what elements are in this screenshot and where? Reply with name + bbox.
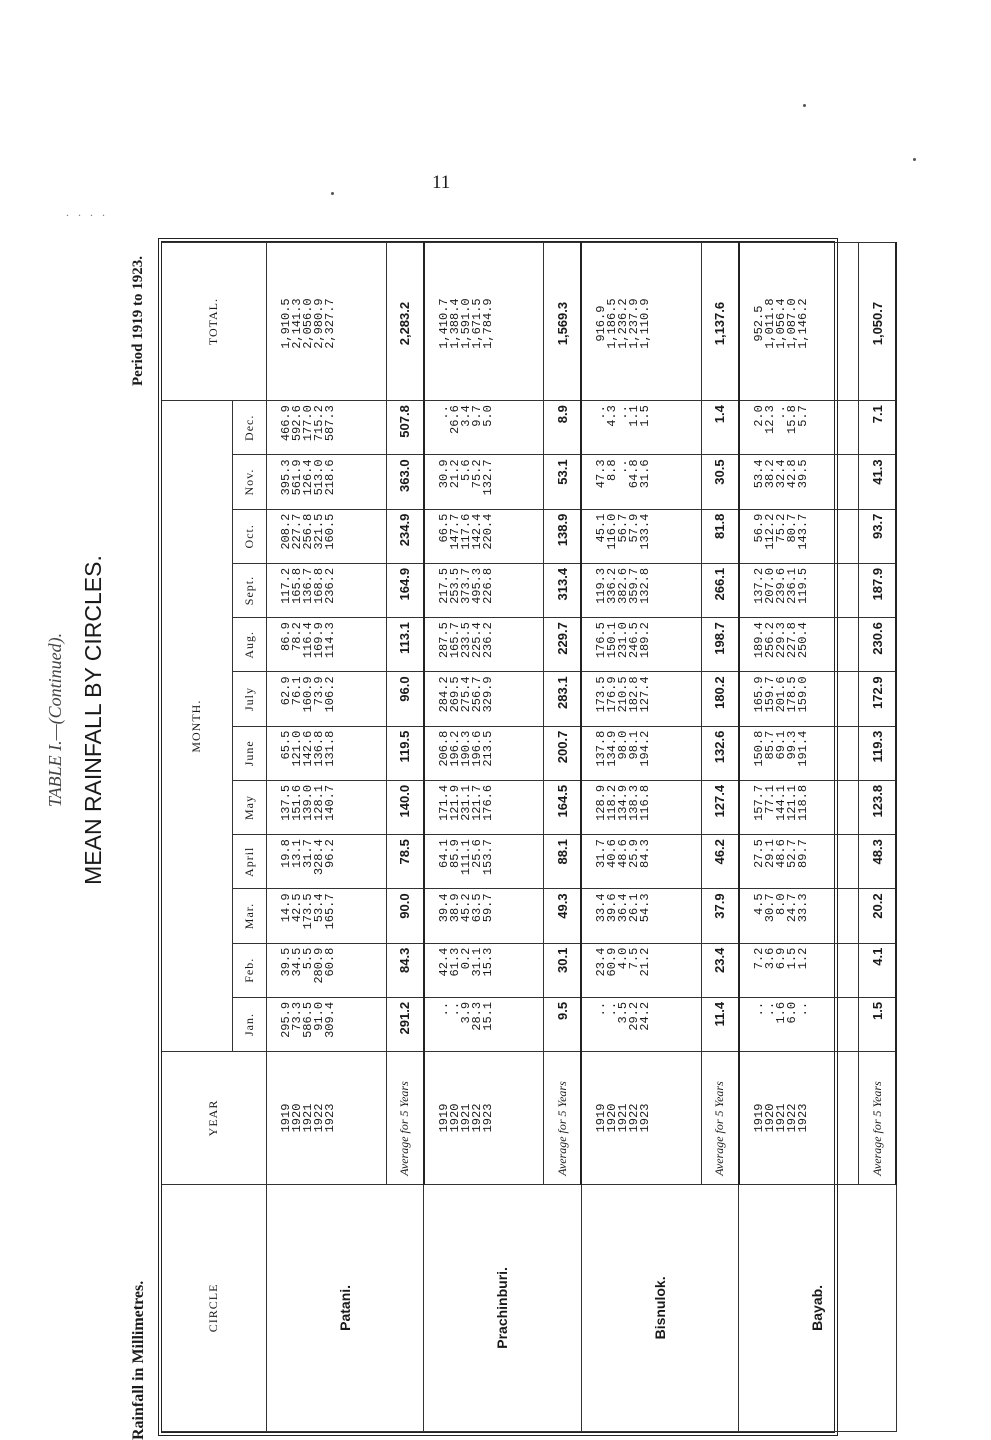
month-values: 284.2 269.5 275.4 256.7 329.9	[424, 672, 544, 726]
month-values: 137.8 134.9 98.0 98.1 194.2	[581, 726, 701, 780]
average-value: 23.4	[701, 943, 739, 997]
month-values: 206.8 196.2 190.3 196.6 213.5	[424, 726, 544, 780]
average-value: 138.9	[544, 509, 582, 563]
average-value: 164.9	[386, 563, 424, 617]
average-value: 313.4	[544, 563, 582, 617]
month-col-header: Aug.	[232, 618, 266, 672]
month-values: 27.5 29.1 48.6 52.7 89.7	[739, 835, 859, 889]
total-values: 1,410.7 1,388.4 1,591.0 1,671.5 1,784.9	[424, 243, 544, 401]
average-value: 234.9	[386, 509, 424, 563]
month-values: 19.8 13.1 31.7 328.4 96.2	[266, 835, 386, 889]
average-label: Average for 5 Years	[386, 1052, 424, 1185]
average-value: 90.0	[386, 889, 424, 943]
month-values: 287.5 165.7 233.5 225.4 236.2	[424, 618, 544, 672]
month-values: 165.9 159.7 201.6 178.5 159.0	[739, 672, 859, 726]
year-list: 1919 1920 1921 1922 1923	[739, 1052, 859, 1185]
month-values: .. .. 3.5 29.2 24.2	[581, 997, 701, 1051]
scan-dots: . . . .	[66, 205, 108, 219]
average-value: 127.4	[701, 780, 739, 834]
average-value: 11.4	[701, 997, 739, 1051]
average-value: 132.6	[701, 726, 739, 780]
average-value: 9.5	[544, 997, 582, 1051]
month-values: 466.9 592.6 177.0 715.2 587.3	[266, 401, 386, 455]
average-label: Average for 5 Years	[544, 1052, 582, 1185]
month-values: 45.1 116.0 56.7 57.9 133.4	[581, 509, 701, 563]
average-label: Average for 5 Years	[859, 1052, 897, 1185]
month-values: .. 4.3 .. 1.1 1.5	[581, 401, 701, 455]
circle-name: Patani.	[266, 1184, 424, 1431]
average-value: 84.3	[386, 943, 424, 997]
month-values: 117.2 165.8 136.7 168.8 236.2	[266, 563, 386, 617]
month-col-header: April	[232, 835, 266, 889]
month-col-header: Oct.	[232, 509, 266, 563]
month-values: 4.5 30.7 8.0 24.7 33.3	[739, 889, 859, 943]
average-value: 49.3	[544, 889, 582, 943]
month-values: 137.5 151.6 139.0 128.1 140.7	[266, 780, 386, 834]
total-values: 916.9 1,186.5 1,236.2 1,237.9 1,110.9	[581, 243, 701, 401]
year-header: YEAR	[162, 1052, 266, 1185]
month-values: 173.5 176.9 210.5 182.8 127.4	[581, 672, 701, 726]
average-value: 20.2	[859, 889, 897, 943]
average-value: 8.9	[544, 401, 582, 455]
average-value: 96.0	[386, 672, 424, 726]
month-values: 395.3 561.9 126.4 513.0 218.6	[266, 455, 386, 509]
month-values: 14.9 42.5 173.5 53.4 165.7	[266, 889, 386, 943]
average-value: 93.7	[859, 509, 897, 563]
month-values: .. 26.6 3.4 9.7 5.0	[424, 401, 544, 455]
average-label: Average for 5 Years	[701, 1052, 739, 1185]
rainfall-table	[158, 238, 885, 1436]
average-value: 78.5	[386, 835, 424, 889]
month-values: 66.5 147.7 117.6 142.4 220.4	[424, 509, 544, 563]
month-col-header: Dec.	[232, 401, 266, 455]
total-values: 952.5 1,011.8 1,056.4 1,087.0 1,146.2	[739, 243, 859, 401]
circle-name: Bayab.	[739, 1184, 897, 1431]
average-value: 164.5	[544, 780, 582, 834]
month-values: 47.3 8.8 .. 64.8 31.6	[581, 455, 701, 509]
average-value: 53.1	[544, 455, 582, 509]
month-values: 33.4 39.6 36.4 26.1 54.3	[581, 889, 701, 943]
page-number: 11	[432, 172, 451, 193]
month-values: .. .. 3.9 28.3 15.1	[424, 997, 544, 1051]
month-col-header: Nov.	[232, 455, 266, 509]
month-values: 157.7 77.1 144.1 121.1 118.8	[739, 780, 859, 834]
month-values: 65.5 121.0 142.6 136.8 131.8	[266, 726, 386, 780]
circle-name: Bisnulok.	[581, 1184, 739, 1431]
circle-name: Prachinburi.	[424, 1184, 582, 1431]
month-values: 64.1 85.9 111.1 25.6 153.7	[424, 835, 544, 889]
average-value: 37.9	[701, 889, 739, 943]
month-values: 53.4 38.2 32.4 42.8 39.5	[739, 455, 859, 509]
units-caption: Rainfall in Millimetres.	[130, 1280, 147, 1440]
month-col-header: Feb.	[232, 943, 266, 997]
month-values: 56.9 112.2 75.2 80.7 143.7	[739, 509, 859, 563]
average-value: 123.8	[859, 780, 897, 834]
month-values: 128.9 118.2 134.9 138.3 116.8	[581, 780, 701, 834]
average-value: 507.8	[386, 401, 424, 455]
average-total: 1,050.7	[859, 243, 897, 401]
average-value: 41.3	[859, 455, 897, 509]
month-values: 295.9 73.3 586.5 91.0 309.4	[266, 997, 386, 1051]
average-value: 30.1	[544, 943, 582, 997]
month-values: 150.8 85.7 69.1 99.3 191.4	[739, 726, 859, 780]
average-value: 119.3	[859, 726, 897, 780]
average-value: 363.0	[386, 455, 424, 509]
average-value: 140.0	[386, 780, 424, 834]
month-values: 42.4 61.3 0.2 31.1 15.3	[424, 943, 544, 997]
average-value: 1.5	[859, 997, 897, 1051]
month-values: 39.4 38.9 45.2 63.5 59.7	[424, 889, 544, 943]
table-title-fragment: TABLE I.—(Continued).	[45, 632, 65, 808]
average-value: 180.2	[701, 672, 739, 726]
average-value: 30.5	[701, 455, 739, 509]
total-values: 1,910.5 2,141.3 2,056.0 2,980.9 2,327.7	[266, 243, 386, 401]
average-value: 283.1	[544, 672, 582, 726]
circle-header: CIRCLE	[162, 1184, 266, 1431]
average-value: 46.2	[701, 835, 739, 889]
average-value: 172.9	[859, 672, 897, 726]
month-col-header: Mar.	[232, 889, 266, 943]
month-values: 176.5 150.1 231.0 246.5 189.2	[581, 618, 701, 672]
month-values: 119.3 336.2 382.6 359.7 132.8	[581, 563, 701, 617]
average-value: 48.3	[859, 835, 897, 889]
average-value: 88.1	[544, 835, 582, 889]
month-values: 7.2 3.6 6.9 1.5 1.2	[739, 943, 859, 997]
month-values: 31.7 40.6 48.6 25.9 84.3	[581, 835, 701, 889]
month-values: 217.5 253.5 373.7 495.3 226.8	[424, 563, 544, 617]
month-values: 86.9 78.2 116.4 169.9 114.3	[266, 618, 386, 672]
average-value: 198.7	[701, 618, 739, 672]
average-value: 81.8	[701, 509, 739, 563]
average-value: 291.2	[386, 997, 424, 1051]
month-values: 30.9 21.2 5.6 75.2 132.7	[424, 455, 544, 509]
average-value: 229.7	[544, 618, 582, 672]
year-list: 1919 1920 1921 1922 1923	[266, 1052, 386, 1185]
table-title: MEAN RAINFALL BY CIRCLES.	[80, 555, 106, 885]
average-value: 119.5	[386, 726, 424, 780]
year-list: 1919 1920 1921 1922 1923	[424, 1052, 544, 1185]
average-value: 187.9	[859, 563, 897, 617]
rotated-page-content	[30, 0, 991, 1440]
month-values: 189.4 256.2 229.3 227.8 250.4	[739, 618, 859, 672]
month-values: 171.4 121.9 231.1 121.7 176.6	[424, 780, 544, 834]
average-total: 2,283.2	[386, 243, 424, 401]
average-total: 1,137.6	[701, 243, 739, 401]
month-col-header: Jan.	[232, 997, 266, 1051]
month-values: .. .. 1.6 6.0 ..	[739, 997, 859, 1051]
month-values: 137.2 207.0 239.6 236.1 119.5	[739, 563, 859, 617]
month-col-header: June	[232, 726, 266, 780]
month-values: 208.2 227.7 256.8 321.5 160.5	[266, 509, 386, 563]
month-values: 23.4 60.9 4.0 7.5 21.2	[581, 943, 701, 997]
average-value: 113.1	[386, 618, 424, 672]
month-values: 62.9 76.1 160.9 73.9 106.2	[266, 672, 386, 726]
average-value: 230.6	[859, 618, 897, 672]
month-col-header: Sept.	[232, 563, 266, 617]
average-value: 1.4	[701, 401, 739, 455]
total-header: TOTAL.	[162, 243, 266, 401]
average-value: 266.1	[701, 563, 739, 617]
average-total: 1,569.3	[544, 243, 582, 401]
month-values: 39.5 34.5 5.5 280.9 60.8	[266, 943, 386, 997]
month-col-header: July	[232, 672, 266, 726]
month-col-header: May	[232, 780, 266, 834]
year-list: 1919 1920 1921 1922 1923	[581, 1052, 701, 1185]
period-caption: Period 1919 to 1923.	[130, 256, 146, 386]
average-value: 4.1	[859, 943, 897, 997]
average-value: 200.7	[544, 726, 582, 780]
average-value: 7.1	[859, 401, 897, 455]
month-values: 2.0 12.3 .. 15.8 5.7	[739, 401, 859, 455]
month-header: MONTH.	[162, 401, 232, 1052]
